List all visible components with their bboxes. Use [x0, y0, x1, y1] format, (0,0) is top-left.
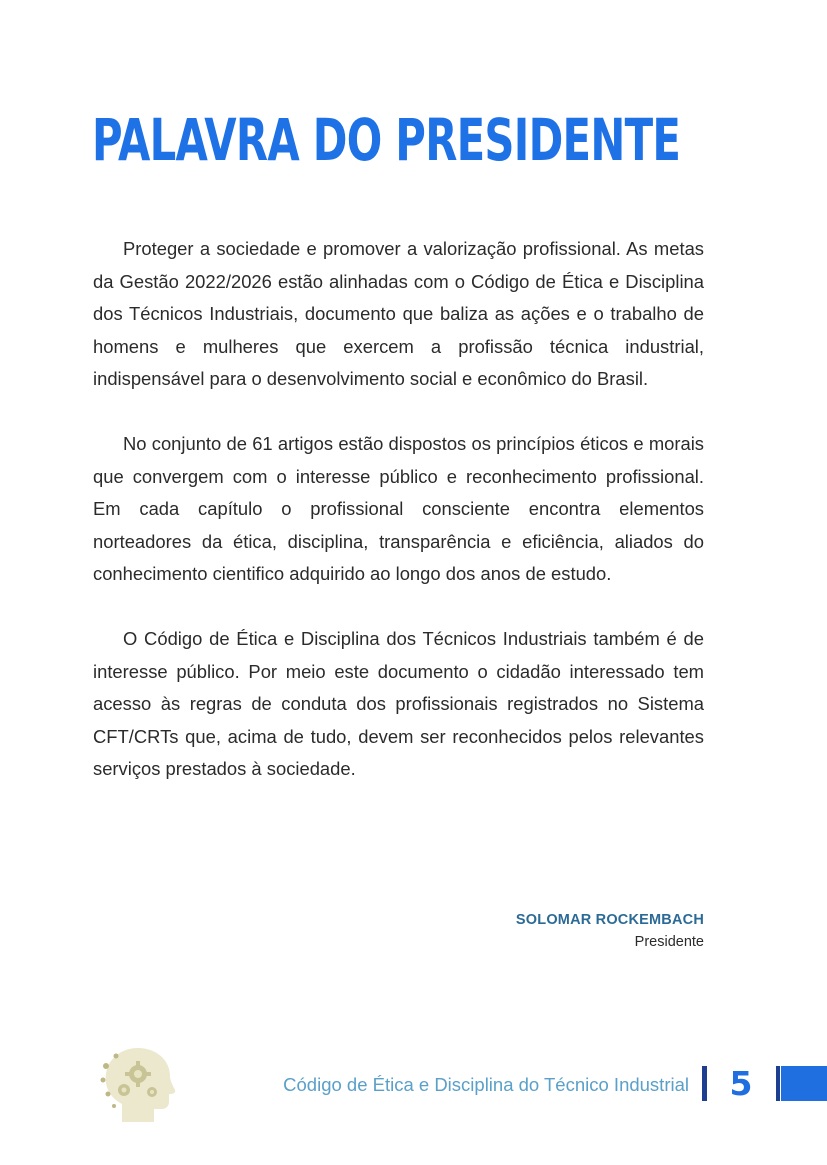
head-gears-logo-icon: [100, 1044, 178, 1124]
signature-role: Presidente: [634, 934, 704, 950]
paragraph: No conjunto de 61 artigos estão dispostos os princípios éticos e morais que convergem com o interesse público e reconhecimento profissional. Em cada capítulo o profissional consciente encontra elementos norteadores da ética, disciplina, transparência e eficiência, aliados do conhecimento cientifico adquirido ao longo dos anos de estudo.: [93, 432, 704, 585]
page-number: 5: [729, 1064, 753, 1103]
signature-block: [516, 909, 704, 953]
paragraph: Proteger a sociedade e promover a valorização profissional. As metas da Gestão 2022/2026 estão alinhadas com o Código de Ética e Disciplina dos Técnicos Industriais, documento que baliza as ações e o trabalho de homens e mulheres que exercem a profissão técnica industrial, indispensável para o desenvolvimento social e econômico do Brasil.: [93, 238, 704, 390]
signature-name: SOLOMAR ROCKEMBACH: [515, 912, 704, 928]
footer-bar-accent: [776, 1066, 780, 1101]
page-title: PALAVRA DO PRESIDENTE: [92, 106, 681, 174]
footer-document-title: Código de Ética e Disciplina do Técnico Industrial: [283, 1074, 689, 1095]
body-text: [93, 233, 704, 818]
paragraph: O Código de Ética e Disciplina dos Técnicos Industriais também é de interesse público. Por meio este documento o cidadão interessado tem acesso às regras de conduta dos profissionais registrados no Sistema CFT/CRTs que, acima de tudo, devem ser reconhecidos pelos relevantes serviços prestados à sociedade.: [93, 627, 704, 780]
footer-divider: [702, 1066, 707, 1101]
footer-bar: [781, 1066, 827, 1101]
